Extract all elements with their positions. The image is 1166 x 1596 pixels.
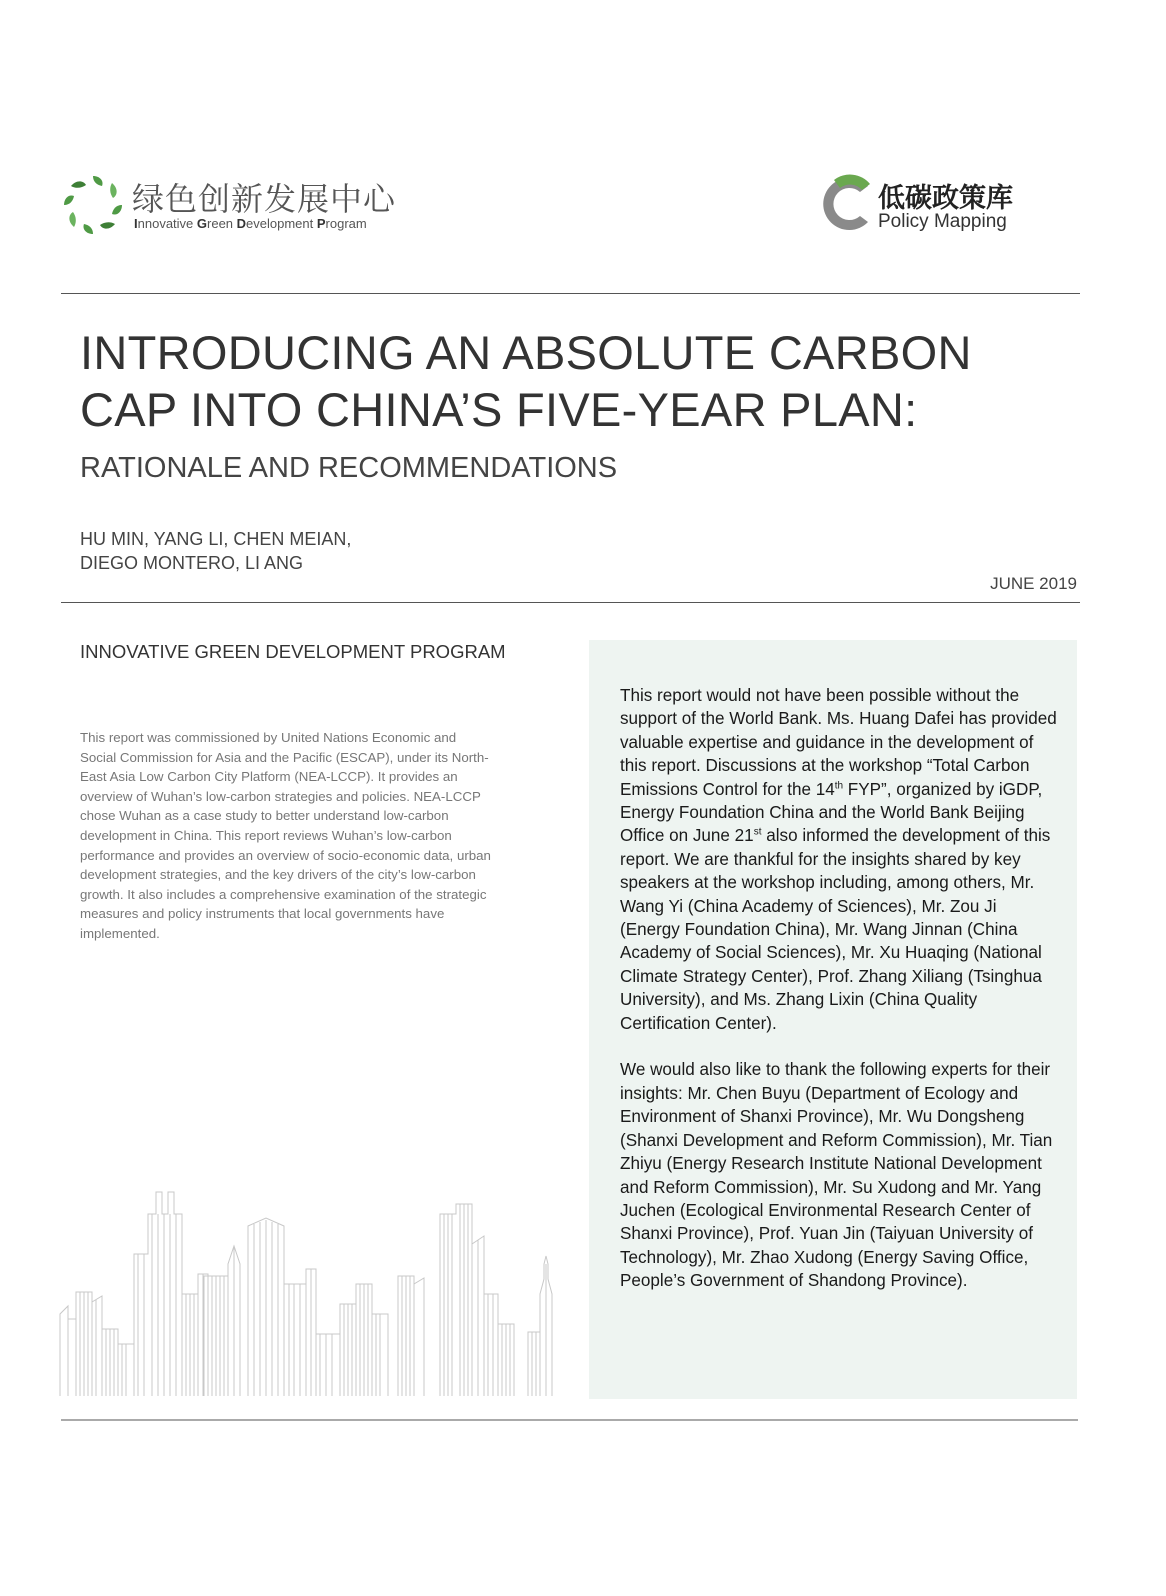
organization-heading: INNOVATIVE GREEN DEVELOPMENT PROGRAM bbox=[80, 641, 506, 662]
bottom-divider bbox=[61, 1419, 1078, 1421]
middle-divider bbox=[61, 602, 1080, 603]
acknowledgements-paragraph-2: We would also like to thank the following experts for their insights: Mr. Chen Buyu (Department of Ecology and Environment of Shanxi Province), Mr. Wu Dongsheng (Shanxi Development and Reform Commission), Mr. Tian Zhiyu (Energy Research Institute National Development and Reform Commission), Mr. Su Xudong and Mr. Yang Juchen (Ecological Environmental Research Center of Shanxi Province), Prof. Yuan Jin (Taiyuan University of Technology), Mr. Zhao Xudong (Energy Saving Office, People’s Government of Shandong Province). bbox=[620, 1060, 1053, 1291]
report-title: INTRODUCING AN ABSOLUTE CARBON CAP INTO CHINA’S FIVE-YEAR PLAN: bbox=[80, 326, 972, 436]
leaf-circle-icon bbox=[60, 172, 126, 238]
acknowledgements-box bbox=[589, 640, 1077, 1399]
publication-date: JUNE 2019 bbox=[990, 574, 1077, 593]
letter-c-icon bbox=[820, 174, 876, 234]
policy-mapping-name-cn: 低碳政策库 bbox=[878, 183, 1013, 214]
policy-mapping-logo bbox=[820, 174, 1050, 244]
policy-mapping-name-en: Policy Mapping bbox=[878, 211, 1007, 232]
acknowledgements-paragraph-1: This report would not have been possible without the support of the World Bank. Ms. Huang Dafei has provided valuable expertise and guidance in the development of this report. Discussions at the workshop “Total Carbon Emissions Control for the 14th FYP”, organized by iGDP, Energy Foundation China and the World Bank Beijing Office on June 21st also informed the development of this report. We are thankful for the insights shared by key speakers at the workshop including, among others, Mr. Wang Yi (China Academy of Sciences), Mr. Zou Ji (Energy Foundation China), Mr. Wang Jinnan (China Academy of Social Sciences), Mr. Xu Huaqing (National Climate Strategy Center), Prof. Zhang Xiliang (Tsinghua University), and Ms. Zhang Lixin (China Quality Certification Center). bbox=[620, 686, 1057, 1033]
igdp-logo bbox=[60, 172, 400, 242]
report-subtitle: RATIONALE AND RECOMMENDATIONS bbox=[80, 452, 618, 484]
acknowledgements-text bbox=[620, 684, 1060, 1316]
top-divider bbox=[61, 293, 1080, 294]
igdp-name-en: Innovative Green Development Program bbox=[134, 216, 367, 231]
author-list: HU MIN, YANG LI, CHEN MEIAN, DIEGO MONTERO, LI ANG bbox=[80, 529, 352, 573]
city-skyline-illustration bbox=[58, 1184, 558, 1396]
report-summary: This report was commissioned by United Nations Economic and Social Commission for Asia and the Pacific (ESCAP), under its North-East Asia Low Carbon City Platform (NEA-LCCP). It provides an overview of Wuhan’s low-carbon strategies and policies. NEA-LCCP chose Wuhan as a case study to better understand low-carbon development in China. This report reviews Wuhan’s low-carbon performance and provides an overview of socio-economic data, urban development strategies, and the key drivers of the city’s low-carbon growth. It also includes a comprehensive examination of the strategic measures and policy instruments that local governments have implemented. bbox=[80, 730, 491, 941]
igdp-name-cn: 绿色创新发展中心 bbox=[132, 180, 397, 218]
